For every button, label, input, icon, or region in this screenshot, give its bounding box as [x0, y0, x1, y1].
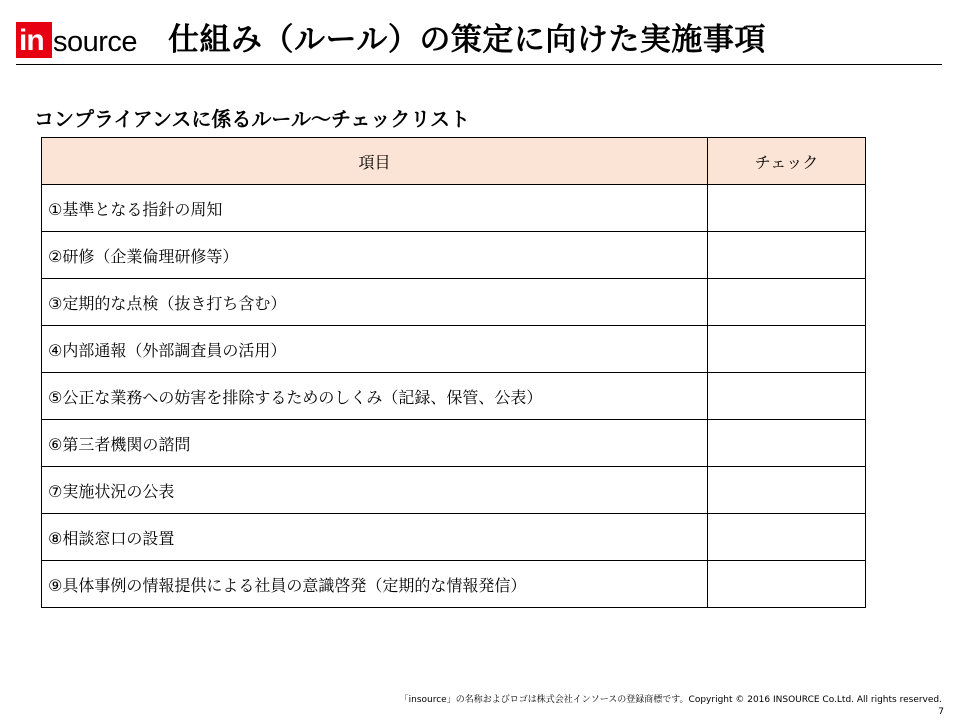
checklist-table [41, 137, 866, 608]
header-item: 項目 [42, 138, 708, 185]
check-cell[interactable] [708, 373, 866, 420]
table-row [42, 514, 866, 561]
footer-copyright: 「insource」の名称およびロゴは株式会社インソースの登録商標です。Copyright © 2016 INSOURCE Co.Ltd. All rights reserved. [399, 695, 942, 705]
table-row [42, 420, 866, 467]
check-cell[interactable] [708, 467, 866, 514]
check-cell[interactable] [708, 232, 866, 279]
slide-title: 仕組み（ルール）の策定に向けた実施事項 [168, 22, 766, 58]
check-cell[interactable] [708, 420, 866, 467]
logo-source-text: source [53, 26, 138, 58]
item-cell: ⑥第三者機関の諮問 [42, 420, 708, 467]
table-row [42, 232, 866, 279]
check-cell[interactable] [708, 279, 866, 326]
check-cell[interactable] [708, 326, 866, 373]
table-row [42, 279, 866, 326]
insource-logo [16, 18, 137, 58]
item-cell: ①基準となる指針の周知 [42, 185, 708, 232]
logo-in-text: in [19, 24, 44, 57]
item-cell: ③定期的な点検（抜き打ち含む） [42, 279, 708, 326]
logo-red-box [16, 22, 52, 58]
page-number: 7 [938, 707, 944, 717]
header-check: チェック [708, 138, 866, 185]
item-cell: ⑦実施状況の公表 [42, 467, 708, 514]
table-row [42, 561, 866, 608]
table-header-row [42, 138, 866, 185]
item-cell: ⑨具体事例の情報提供による社員の意識啓発（定期的な情報発信） [42, 561, 708, 608]
check-cell[interactable] [708, 514, 866, 561]
table-row [42, 467, 866, 514]
item-cell: ⑤公正な業務への妨害を排除するためのしくみ（記録、保管、公表） [42, 373, 708, 420]
table-row [42, 185, 866, 232]
check-cell[interactable] [708, 561, 866, 608]
table-row [42, 326, 866, 373]
table-row [42, 373, 866, 420]
item-cell: ⑧相談窓口の設置 [42, 514, 708, 561]
item-cell: ④内部通報（外部調査員の活用） [42, 326, 708, 373]
check-cell[interactable] [708, 185, 866, 232]
title-divider [16, 64, 942, 65]
item-cell: ②研修（企業倫理研修等） [42, 232, 708, 279]
slide-subtitle: コンプライアンスに係るルール～チェックリスト [34, 107, 470, 131]
